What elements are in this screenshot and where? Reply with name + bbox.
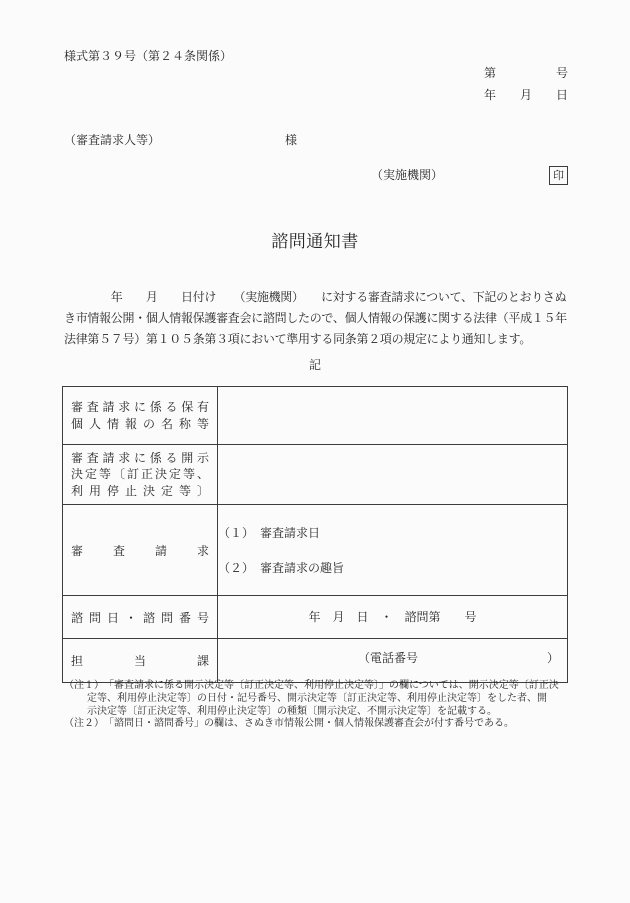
disclosure-decision-value-cell	[218, 445, 568, 505]
disclosure-decision-label-cell	[63, 445, 218, 505]
table-row-consultation-number	[63, 596, 568, 639]
addressee-honorific: 様	[285, 133, 298, 147]
record-marker: 記	[308, 358, 321, 372]
page-title: 諮問通知書	[271, 232, 359, 252]
held-info-label-cell	[63, 387, 218, 445]
body-line: き市情報公開・個人情報保護審査会に諮問したので、個人情報の保護に関する法律（平成１５年	[64, 311, 567, 325]
sender-label: （実施機関）	[371, 168, 444, 182]
table-row-held-info	[63, 387, 568, 445]
body-paragraph	[64, 287, 578, 350]
footnote-1-line: 定等、利用停止決定等〕の日付・記号番号、開示決定等〔訂正決定等、利用停止決定等〕をした者、開	[87, 692, 547, 704]
held-info-label: 審査請求に係る保有	[71, 399, 209, 414]
footnotes	[64, 680, 572, 731]
form-table	[62, 386, 568, 683]
phone-number-label: （電話番号	[358, 651, 419, 665]
form-number: 様式第３９号（第２４条関係）	[64, 49, 233, 63]
seal-box: 印	[549, 166, 568, 185]
review-request-value-cell	[218, 505, 568, 596]
footnote-1-line: 示決定等〔訂正決定等、利用停止決定等〕の種類〔開示決定、不開示決定等〕を記載する。	[87, 705, 497, 717]
document-number-line: 第 号	[483, 66, 568, 80]
held-info-label: 個人情報の名称等	[71, 416, 209, 431]
consultation-number-value: 年 月 日 ・ 諮問第 号	[308, 610, 477, 624]
disclosure-decision-label: 審査請求に係る開示	[71, 450, 209, 465]
review-request-label: 審査請求	[71, 543, 209, 558]
held-info-value-cell	[218, 387, 568, 445]
review-request-purpose-item: （２） 審査請求の趣旨	[218, 560, 345, 575]
disclosure-decision-label: 利用停止決定等〕	[71, 483, 209, 498]
table-row-department	[63, 639, 568, 683]
table-row-review-request	[63, 505, 568, 596]
department-label: 担当課	[71, 654, 209, 668]
body-line: 法律第５７号）第１０５条第３項において準用する同条第２項の規定により通知します。	[64, 332, 532, 346]
table-row-disclosure-decision	[63, 445, 568, 505]
addressee-label: （審査請求人等）	[64, 133, 161, 147]
consultation-number-value-cell	[218, 596, 568, 639]
phone-number-close-paren: ）	[546, 651, 559, 665]
date-line: 年 月 日	[483, 88, 568, 102]
review-request-date-item: （１） 審査請求日	[218, 525, 321, 540]
department-label-cell	[63, 639, 218, 683]
consultation-number-label-cell	[63, 596, 218, 639]
footnote-1-line: （注１） 「審査請求に係る開示決定等〔訂正決定等、利用停止決定等〕」の欄については、開示決定等〔訂正決	[64, 680, 559, 691]
footnote-2-line: （注２） 「諮問日・諮問番号」の欄は、さぬき市情報公開・個人情報保護審査会が付す番号である。	[64, 718, 514, 730]
disclosure-decision-label: 決定等〔訂正決定等、	[71, 467, 209, 482]
department-value-cell	[218, 639, 568, 683]
consultation-number-label: 諮問日・諮問番号	[71, 610, 209, 625]
review-request-label-cell	[63, 505, 218, 596]
body-line: 年 月 日付け （実施機関） に対する審査請求について、下記のとおりさぬ	[64, 290, 567, 304]
